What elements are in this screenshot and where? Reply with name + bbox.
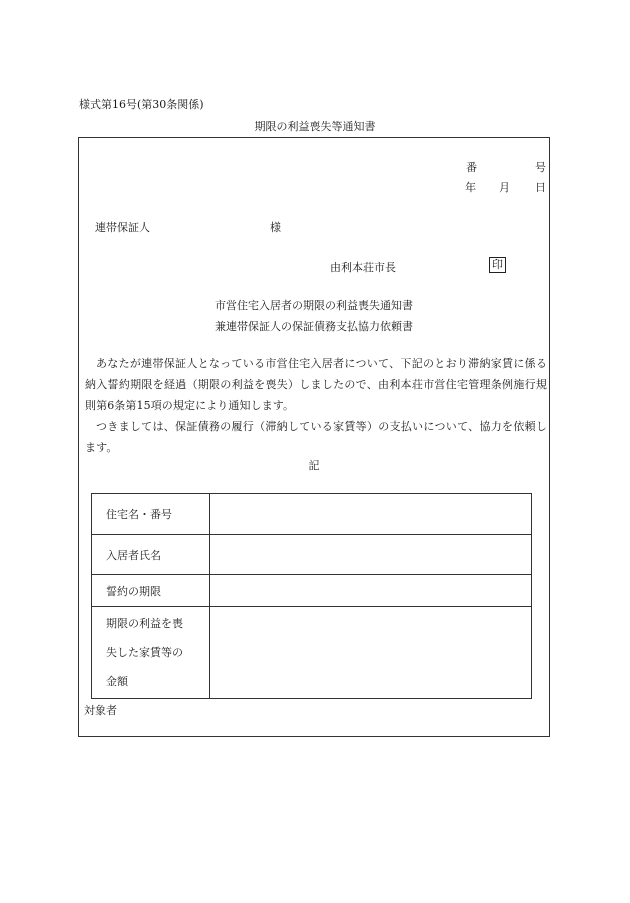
table-row [92, 494, 532, 535]
date-year-label: 年 [465, 181, 476, 194]
row-label-deadline: 誓約の期限 [92, 575, 210, 607]
row-label-housing: 住宅名・番号 [92, 494, 210, 535]
form-number: 様式第16号(第30条関係) [79, 98, 204, 111]
addressee-label: 連帯保証人 [95, 221, 150, 234]
document-title: 期限の利益喪失等通知書 [254, 120, 376, 133]
amount-value-cell[interactable] [210, 607, 532, 699]
notice-body [85, 353, 547, 458]
subject-line-1: 市営住宅入居者の期限の利益喪失通知書 [215, 299, 413, 312]
row-label-amount [92, 607, 210, 699]
footer-label: 対象者 [84, 704, 117, 717]
addressee-honorific: 様 [270, 221, 281, 234]
number-label-go: 号 [535, 161, 546, 174]
date-day-label: 日 [535, 181, 546, 194]
deadline-value-cell[interactable] [210, 575, 532, 607]
subject-line-2: 兼連帯保証人の保証債務支払協力依頼書 [215, 320, 413, 333]
sender-name: 由利本荘市長 [330, 261, 396, 274]
row-label-amount-line-1: 期限の利益を喪 [106, 617, 183, 630]
ki-heading: 記 [308, 459, 320, 472]
notice-paragraph-2: つきましては、保証債務の履行（滞納している家賃等）の支払いについて、協力を依頼します。 [85, 420, 547, 454]
row-label-amount-line-3: 金額 [106, 675, 128, 688]
date-month-label: 月 [499, 181, 510, 194]
seal-mark: 印 [489, 257, 506, 273]
table-row [92, 607, 532, 699]
table-row [92, 575, 532, 607]
housing-value-cell[interactable] [210, 494, 532, 535]
row-label-amount-line-2: 失した家賃等の [106, 646, 183, 659]
tenant-value-cell[interactable] [210, 535, 532, 575]
notice-paragraph-1: あなたが連帯保証人となっている市営住宅入居者について、下記のとおり滞納家賃に係る納入誓約期限を経過（期限の利益を喪失）しましたので、由利本荘市営住宅管理条例施行規則第6条第15項の規定により通知します。 [85, 357, 547, 412]
number-label-ban: 番 [466, 161, 477, 174]
table-row [92, 535, 532, 575]
details-table [91, 493, 532, 699]
row-label-tenant: 入居者氏名 [92, 535, 210, 575]
